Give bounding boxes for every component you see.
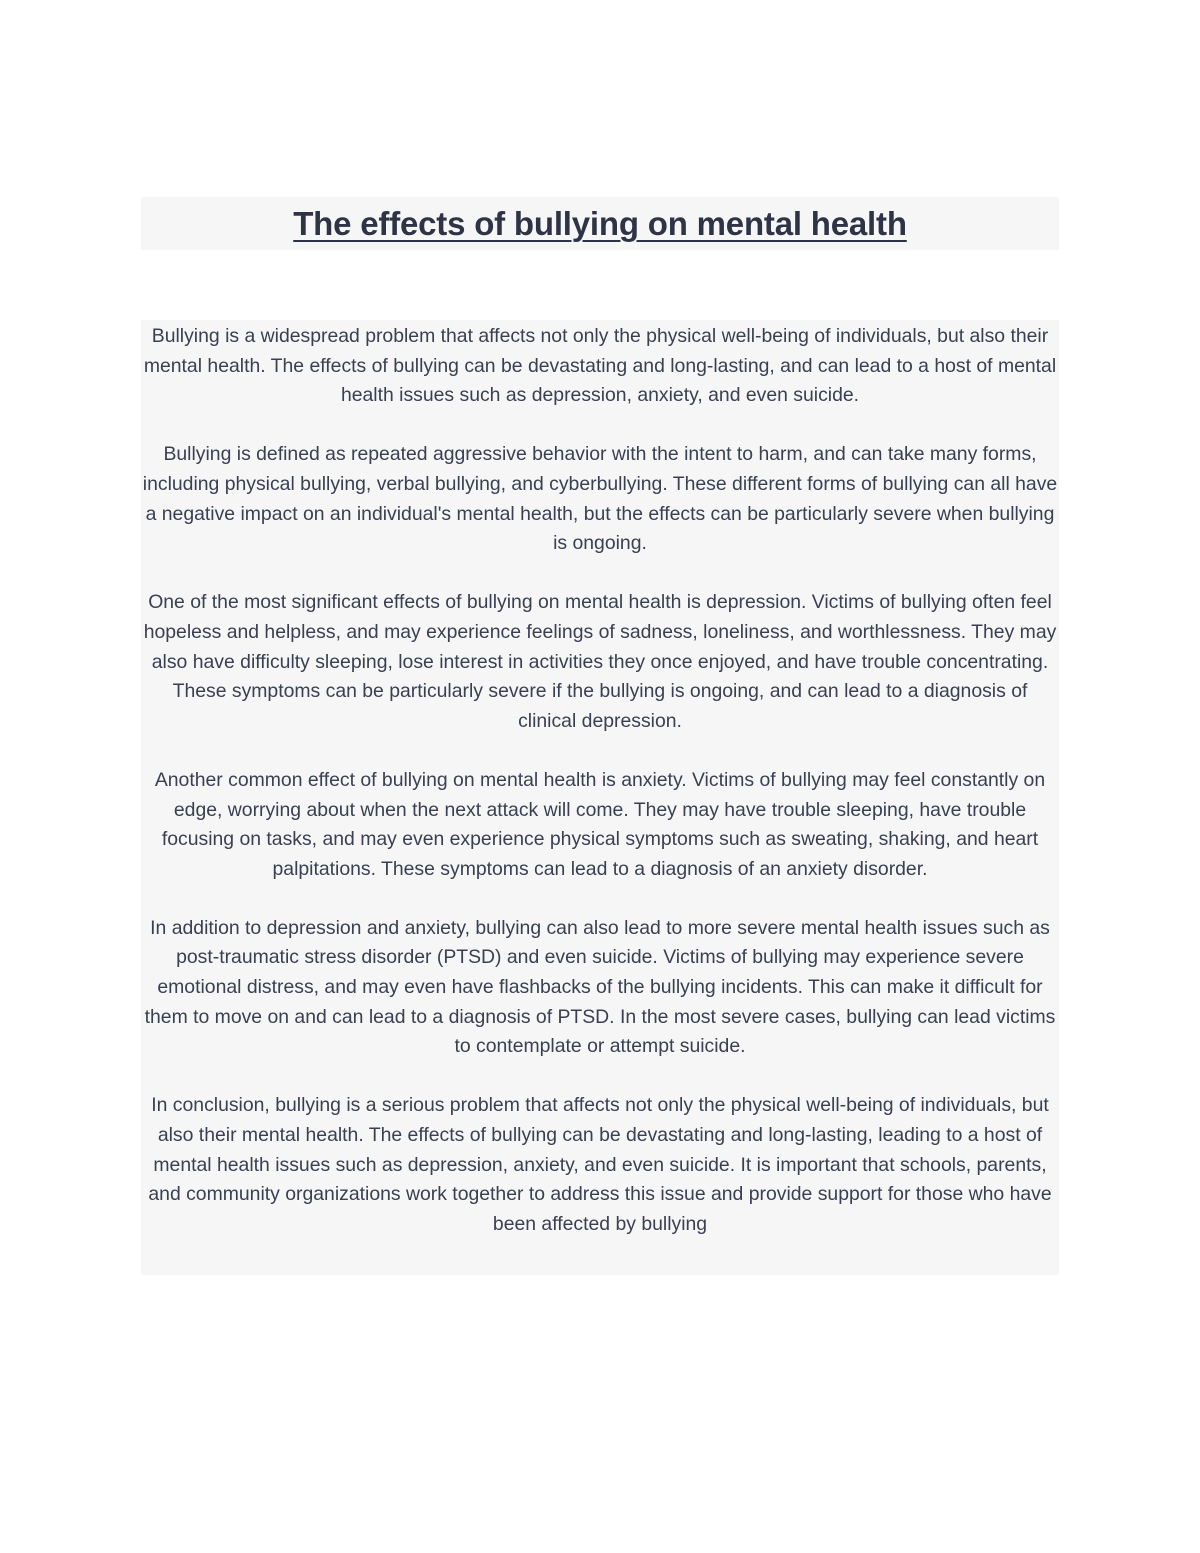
paragraph-conclusion: In conclusion, bullying is a serious problem that affects not only the physical well-being of individuals, but also their mental health. The effects of bullying can be devastating and long-lasting, leading to a host of mental health issues such as depression, anxiety, and even suicide. It is important that schools, parents, and community organizations work together to address this issue and provide support for those who have been affected by bullying: [148, 1094, 1052, 1235]
title-band: [141, 197, 1059, 250]
paragraph-depression: One of the most significant effects of bullying on mental health is depression. Victims of bullying often feel hopeless and helpless, and may experience feelings of sadness, loneliness, and worthlessness. They may also have difficulty sleeping, lose interest in activities they once enjoyed, and have trouble concentrating. These symptoms can be particularly severe if the bullying is ongoing, and can lead to a diagnosis of clinical depression.: [143, 591, 1057, 732]
paragraph-anxiety: Another common effect of bullying on mental health is anxiety. Victims of bullying may feel constantly on edge, worrying about when the next attack will come. They may have trouble sleeping, have trouble focusing on tasks, and may even experience physical symptoms such as sweating, shaking, and heart palpitations. These symptoms can lead to a diagnosis of an anxiety disorder.: [154, 768, 1046, 880]
paragraph-ptsd-suicide: In addition to depression and anxiety, bullying can also lead to more severe mental health issues such as post-traumatic stress disorder (PTSD) and even suicide. Victims of bullying may experience severe emotional distress, and may even have flashbacks of the bullying incidents. This can make it difficult for them to move on and can lead to a diagnosis of PTSD. In the most severe cases, bullying can lead victims to contemplate or attempt suicide.: [144, 916, 1056, 1058]
body-text: [141, 320, 1059, 1275]
paragraph-introduction: Bullying is a widespread problem that affects not only the physical well-being of individuals, but also their mental health. The effects of bullying can be devastating and long-lasting, and can lead to a host of mental health issues such as depression, anxiety, and even suicide.: [143, 325, 1057, 407]
page-title: The effects of bullying on mental health: [293, 204, 907, 242]
paragraph-definition: Bullying is defined as repeated aggressive behavior with the intent to harm, and can take many forms, including physical bullying, verbal bullying, and cyberbullying. These different forms of bullying can all have a negative impact on an individual's mental health, but the effects can be particularly severe when bullying is ongoing.: [142, 443, 1058, 555]
